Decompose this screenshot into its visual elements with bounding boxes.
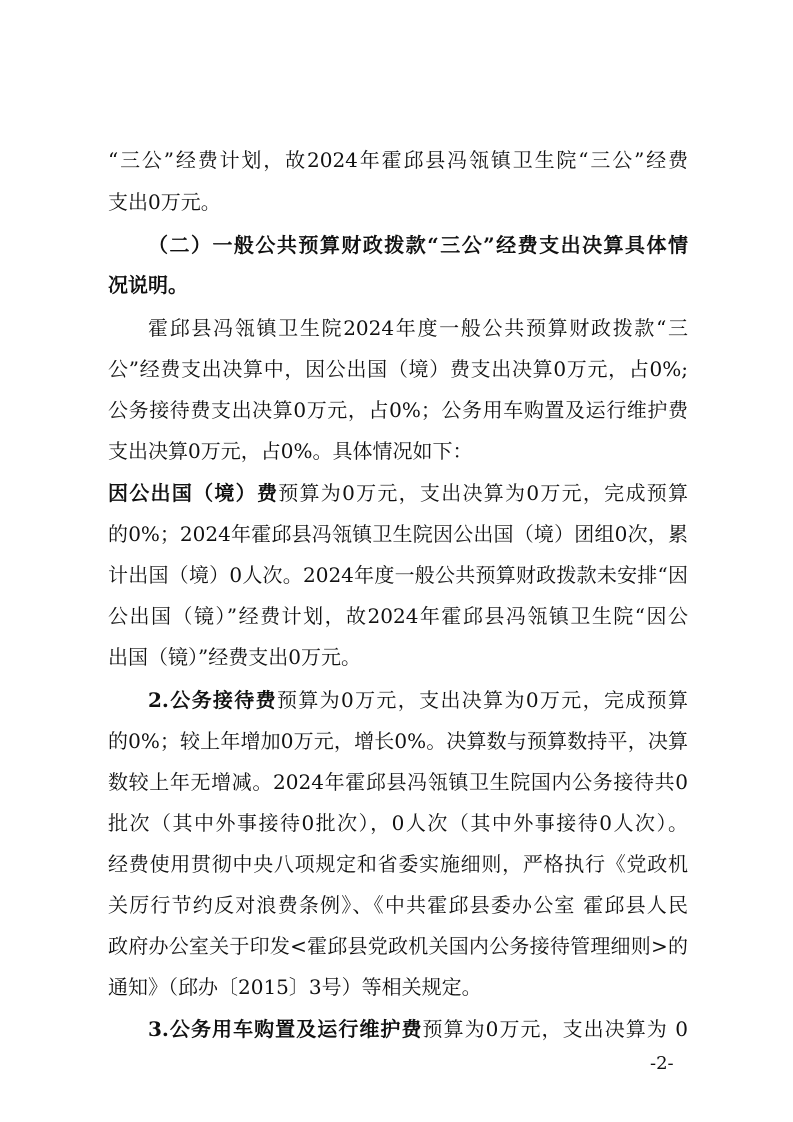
p4-line-6: 关厉行节约反对浪费条例》、《中共霍邱县委办公室 霍邱县人民 — [108, 893, 688, 917]
p2-line-4: 支出决算0万元，占0%。具体情况如下： — [108, 439, 473, 463]
p3-line-3: 计出国（境）0人次。2024年度一般公共预算财政拨款未安排“因 — [108, 563, 688, 587]
p4-line-4: 批次（其中外事接待0批次），0人次（其中外事接待0人次）。 — [108, 811, 688, 835]
p2-line-2: 公”经费支出决算中，因公出国（境）费支出决算0万元，占0%; — [108, 357, 688, 381]
p2-line-1: 霍邱县冯瓴镇卫生院2024年度一般公共预算财政拨款“三 — [148, 316, 688, 340]
section-heading-line-2: 况说明。 — [108, 273, 188, 297]
p3-line-4: 公出国（镜）”经费计划，故2024年霍邱县冯瓴镇卫生院“因公 — [108, 604, 688, 628]
p4-line-1 — [148, 686, 688, 714]
p4-line-3: 数较上年无增减。2024年霍邱县冯瓴镇卫生院国内公务接待共0 — [108, 770, 688, 794]
p1-line-2: 支出0万元。 — [108, 190, 221, 214]
p5-line-1-text: 预算为0万元，支出决算为 0 — [422, 1017, 688, 1041]
p1-line-1: “三公”经费计划，故2024年霍邱县冯瓴镇卫生院“三公”经费 — [108, 148, 688, 172]
p4-line-8: 通知》（邱办〔2015〕3号）等相关规定。 — [108, 975, 482, 999]
p5-line-1 — [148, 1015, 688, 1043]
p4-line-5: 经费使用贯彻中央八项规定和省委实施细则，严格执行《党政机 — [108, 852, 688, 876]
p3-line-5: 出国（镜）”经费支出0万元。 — [108, 645, 361, 669]
p3-line-1 — [108, 479, 688, 507]
p3-line-1-text: 预算为0万元，支出决算为0万元，完成预算 — [278, 481, 689, 505]
p4-line-2: 的0%；较上年增加0万元，增长0%。决算数与预算数持平，决算 — [108, 729, 688, 753]
p4-line-1-text: 预算为0万元，支出决算为0万元，完成预算 — [276, 688, 688, 712]
p3-bold-label: 因公出国（境）费 — [108, 481, 279, 505]
p5-bold-label: 3.公务用车购置及运行维护费 — [148, 1017, 423, 1041]
section-heading-line-1: （二）一般公共预算财政拨款“三公”经费支出决算具体情 — [148, 233, 688, 257]
p2-line-3: 公务接待费支出决算0万元，占0%；公务用车购置及运行维护费 — [108, 398, 688, 422]
p3-line-2: 的0%；2024年霍邱县冯瓴镇卫生院因公出国（境）团组0次，累 — [108, 522, 688, 546]
p4-bold-label: 2.公务接待费 — [148, 688, 277, 712]
page-number: -2- — [650, 1053, 674, 1074]
p4-line-7: 政府办公室关于印发<霍邱县党政机关国内公务接待管理细则>的 — [108, 934, 688, 958]
